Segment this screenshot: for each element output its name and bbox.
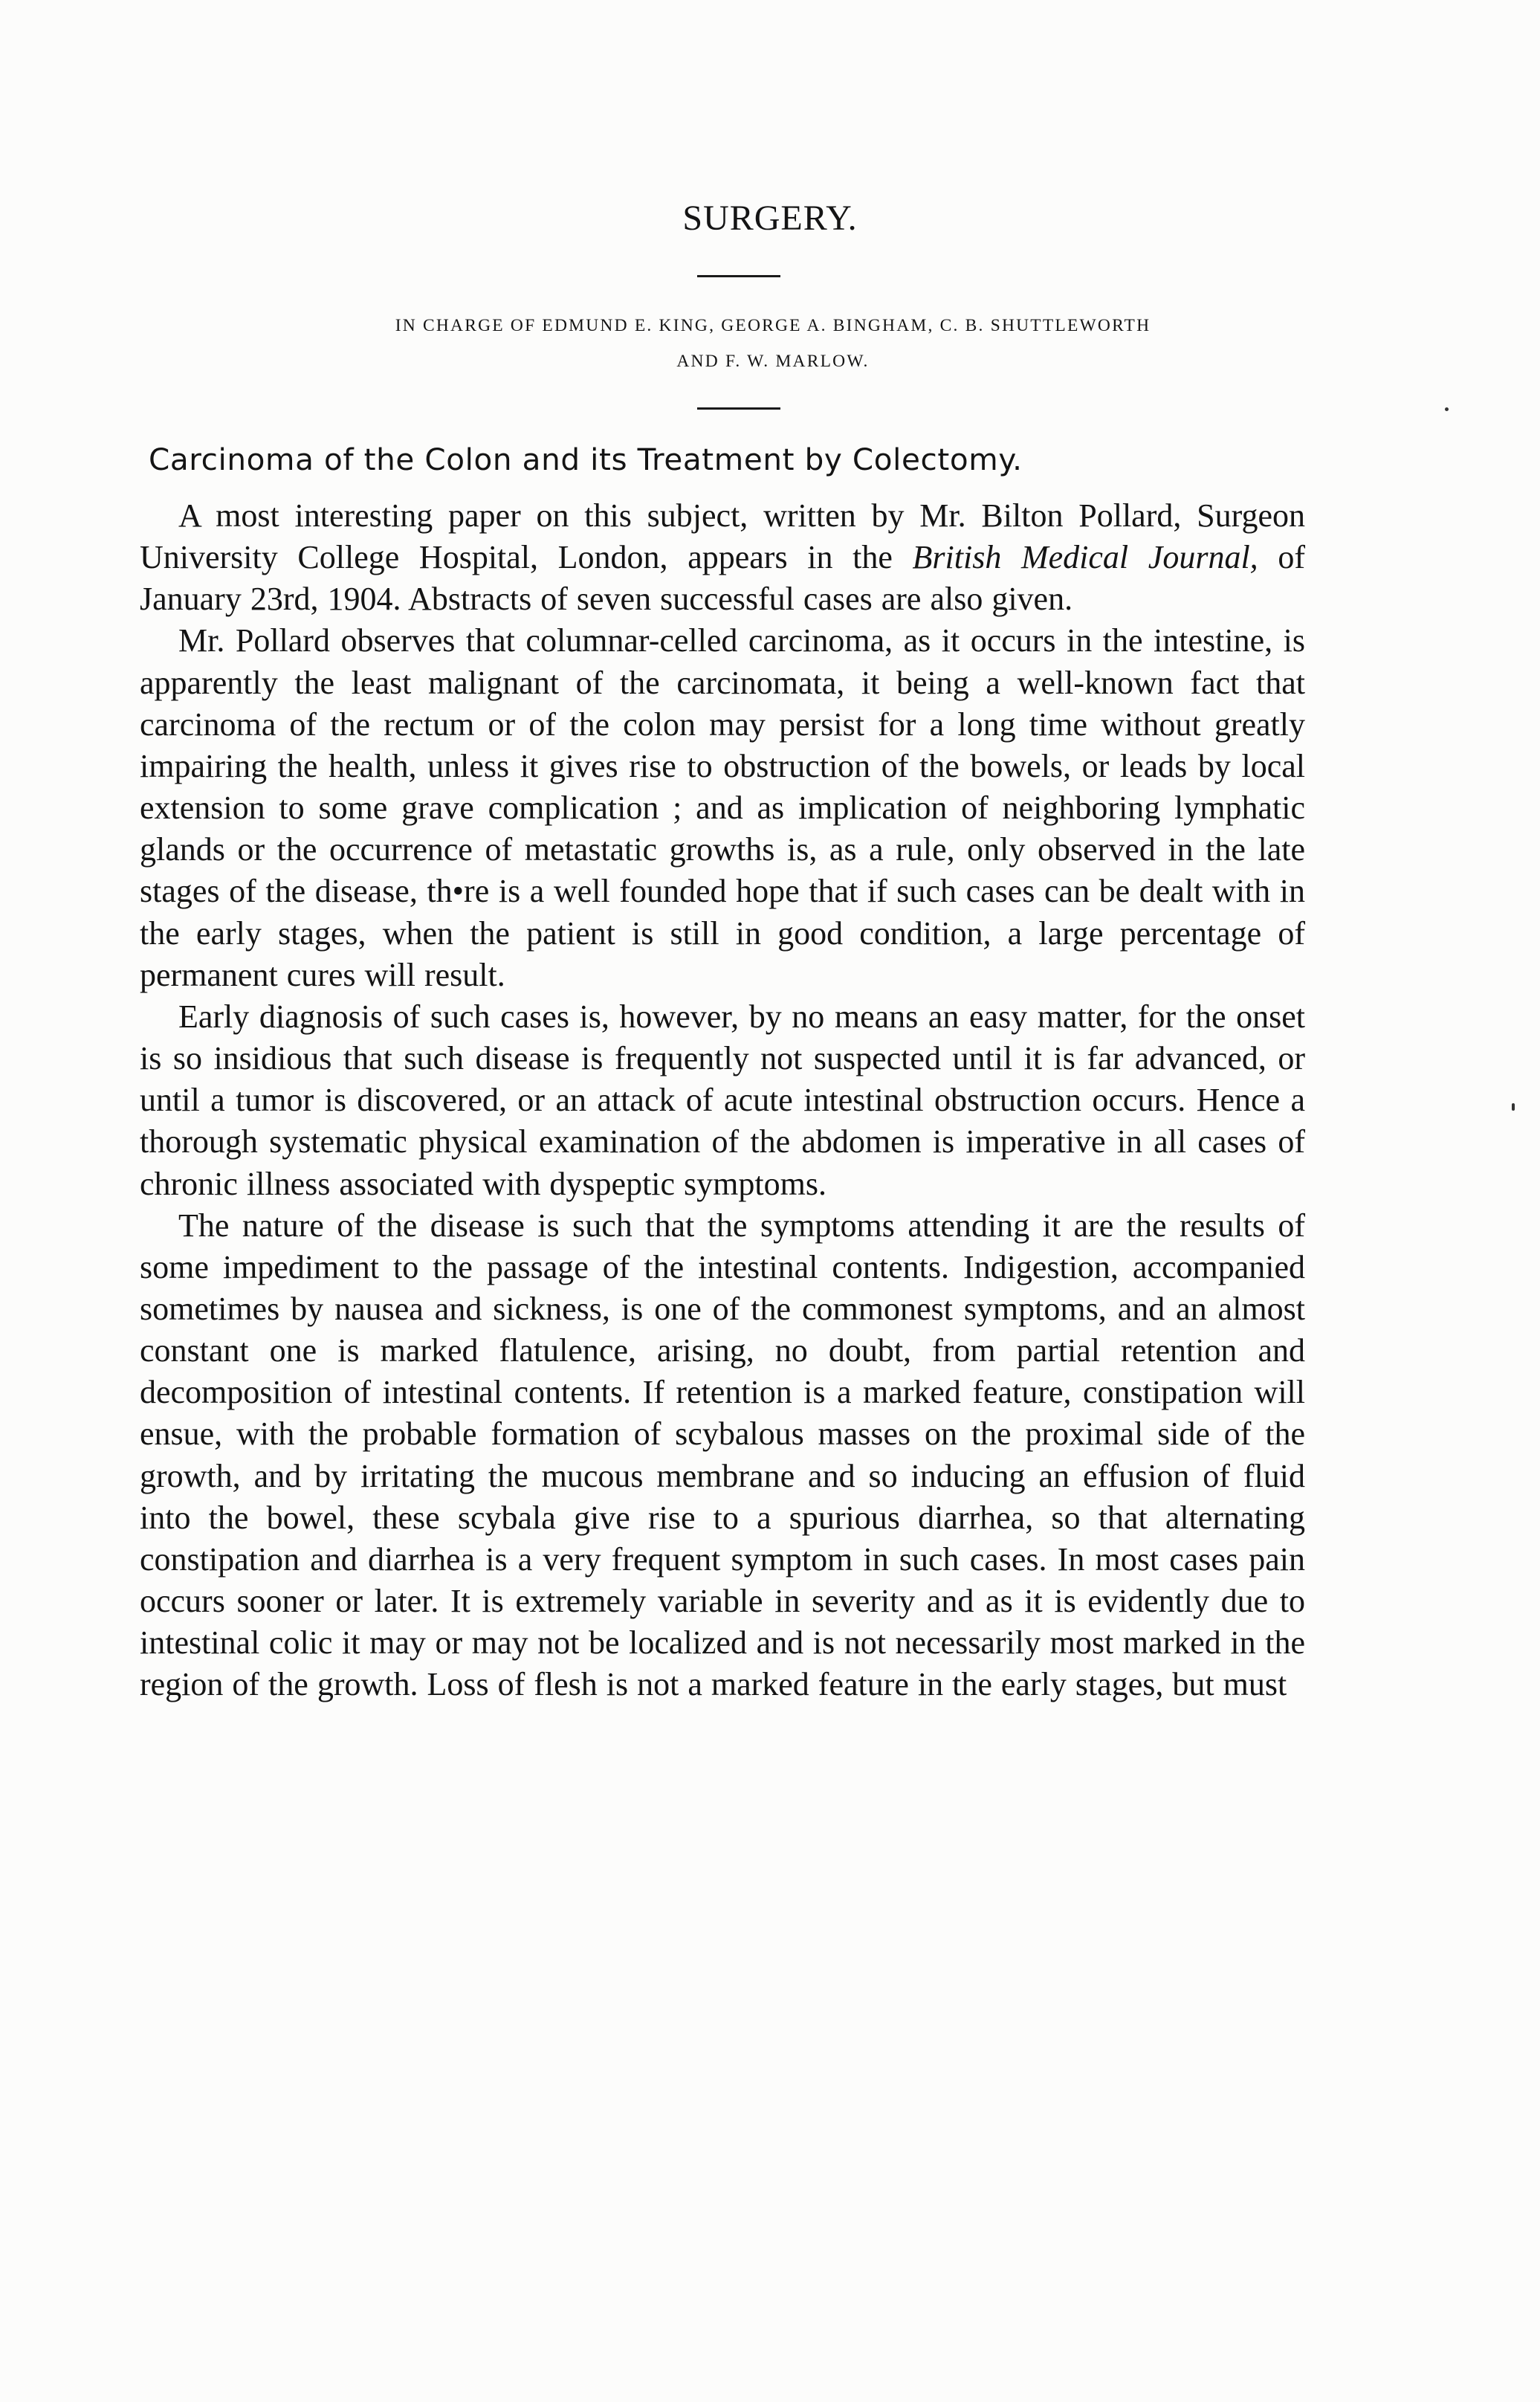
editors-line-1: IN CHARGE OF EDMUND E. KING, GEORGE A. BINGHAM, C. B. SHUTTLEWORTH [395,316,1151,335]
scan-speck [1512,1103,1515,1111]
paragraph-3: Early diagnosis of such cases is, however, by no means an easy matter, for the onset is so insidious that such disease is frequently not suspected until it is far advanced, or until a tumor is discovered, or an attack of acute intestinal obstruction occurs. Hence a thorough systematic physical examination of the abdomen is imperative in all cases of chronic illness associated with dyspeptic symptoms. [140,998,1305,1202]
editors-line [178,308,1368,379]
heading-rule-top [697,275,780,277]
paragraph-1-text-b: of January 23rd, 1904. Abstracts of seven successful cases are also given. [140,539,1305,618]
editors-line-2: AND F. W. MARLOW. [676,352,870,371]
paragraph-1 [140,495,1305,620]
journal-name: British Medical Journal, [912,539,1258,576]
paragraph-2: Mr. Pollard observes that columnar-celled carcinoma, as it occurs in the intestine, is apparently the least malignant of the carcinomata, it being a well-known fact that carcinoma of the rectum or of the colon may persist for a long time without greatly impairing the health, unless it gives rise to obstruction of the bowels, or leads by local extension to some grave complication ; and as implication of neighboring lymphatic glands or the occurrence of metastatic growths is, as a rule, only observed in the late stages of the disease, th•re is a well founded hope that if such cases can be dealt with in the early stages, when the patient is still in good condition, a large percentage of permanent cures will result. [140,622,1305,993]
heading-rule-bottom [697,407,780,410]
article-body [140,495,1305,1706]
scan-speck [1445,407,1449,411]
paragraph-4: The nature of the disease is such that the symptoms attending it are the results of some impediment to the passage of the intestinal contents. Indigestion, accompanied sometimes by nausea and sickness, is one of the commonest symptoms, and an almost constant one is marked flatulence, arising, no doubt, from partial retention and decomposition of intestinal contents. If retention is a marked feature, constipation will ensue, with the probable formation of scybalous masses on the proximal side of the growth, and by irritating the mucous membrane and so inducing an effusion of fluid into the bowel, these scybala give rise to a spurious diarrhea, so that alternating constipation and diarrhea is a very frequent symptom in such cases. In most cases pain occurs sooner or later. It is extremely variable in severity and as it is evidently due to intestinal colic it may or may not be localized and is not necessarily most marked in the region of the growth. Loss of flesh is not a marked feature in the early stages, but must [140,1207,1305,1703]
article-title: Carcinoma of the Colon and its Treatment by Colectomy. [149,442,1023,477]
paragraph-1-text-a: A most interesting paper on this subject, written by Mr. Bilton Pollard, Surgeon University College Hospital, London, appears in the [140,497,1305,576]
section-heading: SURGERY. [682,198,858,238]
